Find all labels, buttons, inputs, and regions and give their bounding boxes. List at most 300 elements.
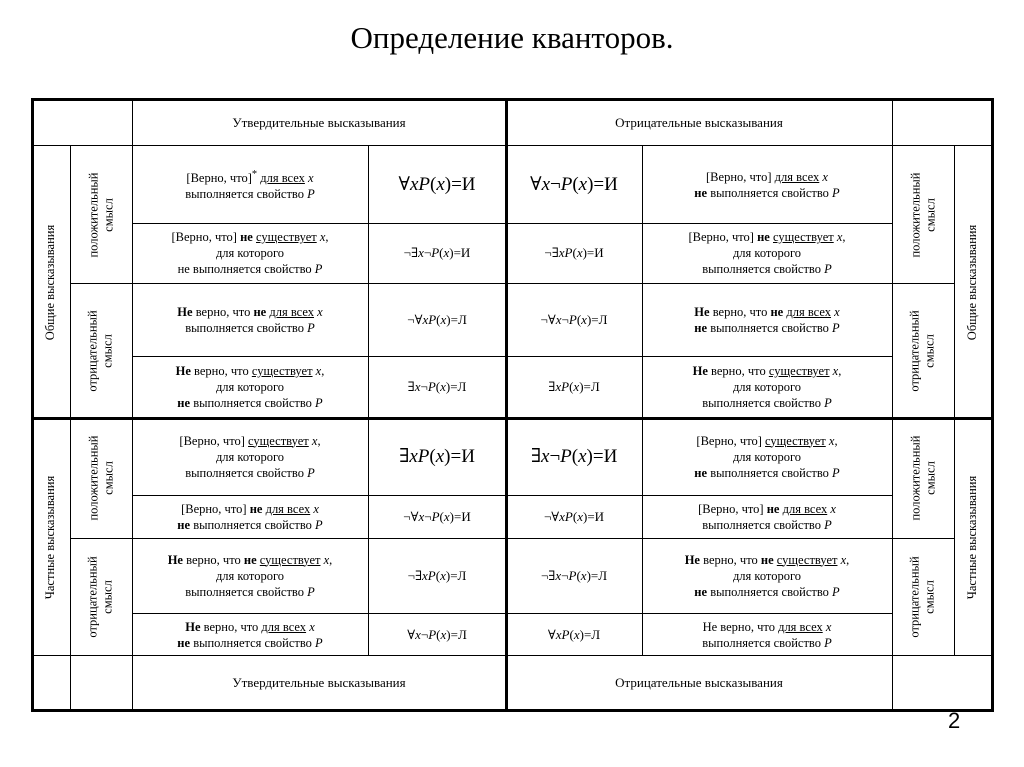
txt: x: [418, 245, 424, 260]
txt: x: [578, 173, 588, 195]
txt: существует: [251, 364, 313, 378]
txt: выполняется свойство: [190, 517, 316, 532]
border-top: [31, 98, 994, 101]
statement-right-0: [642, 146, 892, 223]
txt: P: [560, 173, 573, 195]
border-left: [31, 98, 34, 712]
header-affirmative-top: Утвердительные высказывания: [232, 115, 406, 130]
txt: ∀: [407, 626, 416, 642]
sense-negative-general-left: [70, 283, 132, 418]
txt: x: [440, 311, 447, 327]
txt: x: [418, 508, 425, 524]
txt: ∃: [399, 445, 410, 467]
sense-positive-particular-right: [892, 418, 954, 538]
formula-left-3: [368, 356, 506, 418]
vline-group-left: [70, 145, 71, 711]
txt: xP: [555, 626, 570, 642]
txt: P: [307, 187, 315, 202]
sense-line-1: положительный: [86, 171, 101, 258]
txt: существует: [776, 552, 838, 567]
txt: ¬: [407, 311, 415, 327]
label-general-left-text: Общие высказывания: [43, 224, 58, 340]
formula-right-2: [506, 283, 642, 356]
txt: ¬: [549, 445, 561, 467]
txt: P: [568, 567, 577, 583]
txt: x: [836, 230, 843, 244]
sense-label-text: [86, 556, 116, 637]
txt: (: [435, 567, 441, 583]
txt: Не: [167, 552, 183, 567]
sense-negative-general-right: [892, 283, 954, 418]
txt: для которого: [732, 568, 802, 583]
statement-right-7: [642, 613, 892, 656]
txt: (: [571, 445, 579, 467]
txt: верно, что: [182, 552, 244, 567]
txt: x: [443, 508, 450, 524]
txt: x: [577, 508, 583, 524]
txt: )=И: [449, 508, 471, 524]
hline-row-3: [132, 356, 893, 357]
txt: ∀: [551, 508, 560, 524]
txt: P: [314, 262, 323, 276]
formula-left-4: [368, 418, 506, 495]
txt: xP: [558, 245, 573, 260]
formula-left-2: [368, 283, 506, 356]
txt: выполняется свойство: [190, 635, 316, 650]
txt: выполняется свойство: [185, 465, 308, 480]
txt: x: [576, 245, 583, 260]
txt: P: [824, 396, 832, 410]
txt: x: [440, 567, 446, 583]
formula-left-5: [368, 495, 506, 538]
txt: P: [431, 508, 440, 524]
txt: P: [832, 320, 840, 335]
txt: (: [436, 311, 441, 327]
txt: не: [253, 304, 267, 319]
txt: ,: [838, 364, 842, 378]
statement-right-5: [642, 495, 892, 538]
txt: x: [832, 364, 839, 378]
sense-line-2: смысл: [923, 197, 938, 232]
hline-row-5: [132, 495, 893, 496]
statement-right-3: [642, 356, 892, 418]
txt: выполняется свойство: [702, 262, 825, 276]
txt: )=И: [449, 245, 471, 260]
formula-right-0: [506, 146, 642, 223]
txt: (: [572, 173, 579, 195]
txt: для всех: [786, 304, 832, 319]
txt: x: [443, 245, 450, 260]
sense-line-1: положительный: [908, 171, 923, 258]
txt: Не: [684, 552, 700, 567]
txt: выполняется свойство: [702, 396, 825, 410]
txt: верно, что: [190, 364, 252, 378]
txt: верно, что: [709, 304, 771, 319]
txt: ¬: [561, 311, 569, 327]
hline-row-1: [132, 223, 893, 224]
txt: [Верно, что]: [696, 433, 762, 448]
txt: x: [415, 626, 421, 642]
txt: P: [428, 626, 437, 642]
txt: ∃: [548, 567, 556, 583]
hline-sense-particular: [70, 538, 955, 539]
txt: ,: [329, 552, 333, 567]
txt: x: [822, 169, 828, 184]
txt: )=И: [582, 245, 604, 260]
statement-left-2: [132, 283, 368, 356]
txt: [Верно, что]: [181, 501, 247, 516]
txt: Не: [177, 304, 193, 319]
txt: ∀: [410, 508, 419, 524]
txt: P: [315, 396, 323, 410]
txt: не: [240, 230, 253, 244]
txt: ,: [846, 552, 850, 567]
vline-group-right: [954, 145, 955, 656]
txt: xP: [422, 311, 437, 327]
page-number: 2: [948, 708, 961, 733]
txt: (: [576, 311, 582, 327]
txt: (: [439, 508, 444, 524]
txt: не: [694, 584, 708, 599]
txt: ¬: [407, 567, 415, 583]
txt: существует: [768, 364, 830, 378]
txt: x: [440, 379, 446, 394]
txt: xP: [422, 567, 436, 583]
line-footer-top: [31, 655, 994, 656]
header-negative-top: Отрицательные высказывания: [615, 115, 783, 130]
txt: для которого: [732, 380, 802, 394]
hline-row-7: [132, 613, 893, 614]
txt: ¬: [423, 245, 432, 260]
txt: [Верно, что]: [706, 169, 772, 184]
txt: для которого: [215, 568, 285, 583]
sense-positive-particular-left: [70, 418, 132, 538]
divider-affirmative-negative: [505, 98, 508, 712]
txt: существует: [765, 433, 826, 448]
txt: существует: [248, 433, 309, 448]
txt: x: [580, 567, 587, 583]
sense-line-2: смысл: [101, 333, 115, 368]
txt: P: [824, 262, 832, 276]
sense-label-text: [86, 435, 116, 520]
txt: не: [760, 552, 774, 567]
txt: существует: [259, 552, 321, 567]
label-particular-right: [954, 418, 992, 656]
txt: для всех: [261, 619, 307, 634]
statement-left-3: [132, 356, 368, 418]
txt: для которого: [732, 449, 802, 464]
formula-right-6: [506, 538, 642, 613]
txt: ∀: [530, 173, 542, 195]
border-bottom: [31, 709, 994, 712]
statement-left-0: [132, 146, 368, 223]
txt: x: [315, 364, 322, 378]
txt: не: [766, 501, 780, 516]
txt: xP: [409, 173, 430, 195]
txt: P: [832, 185, 840, 200]
txt: x: [311, 433, 318, 448]
vline-text-formula-left: [368, 145, 369, 656]
txt: x: [581, 311, 587, 327]
sense-negative-particular-left: [70, 538, 132, 656]
txt: x: [313, 501, 319, 516]
txt: выполняется свойство: [190, 396, 316, 410]
txt: x: [840, 552, 847, 567]
txt: x: [834, 304, 840, 319]
sense-line-2: смысл: [101, 197, 116, 232]
statement-right-1: [642, 223, 892, 283]
txt: [Верно, что]: [179, 433, 245, 448]
txt: не: [177, 517, 191, 532]
txt: не: [694, 320, 708, 335]
formula-left-6: [368, 538, 506, 613]
txt: ∀: [398, 173, 410, 195]
txt: *: [251, 168, 258, 180]
txt: x: [414, 379, 421, 394]
txt: P: [560, 445, 572, 467]
txt: )=И: [444, 445, 475, 467]
txt: x: [435, 445, 445, 467]
txt: Не: [185, 619, 201, 634]
header-affirmative-bottom: Утвердительные высказывания: [232, 675, 406, 690]
vline-sense-right: [892, 98, 893, 711]
txt: выполняется свойство: [185, 320, 308, 335]
txt: ∃: [407, 379, 415, 394]
txt: не: [243, 552, 257, 567]
txt: x: [830, 501, 836, 516]
txt: для всех: [265, 501, 311, 516]
txt: ¬: [540, 311, 548, 327]
label-general-left: [32, 146, 70, 418]
txt: ¬: [561, 567, 569, 583]
txt: ¬: [420, 626, 429, 642]
txt: выполняется свойство: [707, 465, 833, 480]
txt: x: [323, 552, 330, 567]
txt: P: [315, 635, 323, 650]
hline-sense-general: [70, 283, 955, 284]
txt: )=Л: [586, 311, 608, 327]
statement-right-6: [642, 538, 892, 613]
txt: ¬: [543, 508, 552, 524]
sense-positive-general-right: [892, 146, 954, 283]
txt: x: [828, 433, 835, 448]
txt: верно, что: [200, 619, 262, 634]
txt: )=Л: [579, 626, 601, 642]
txt: x: [573, 379, 580, 394]
txt: выполняется свойство: [707, 320, 833, 335]
txt: верно, что: [699, 552, 761, 567]
txt: ,: [325, 230, 329, 244]
txt: P: [307, 320, 315, 335]
label-general-right: [954, 146, 992, 418]
txt: x: [309, 619, 315, 634]
txt: верно, что: [192, 304, 254, 319]
txt: не: [770, 304, 784, 319]
formula-right-1: [506, 223, 642, 283]
formula-right-3: [506, 356, 642, 418]
border-right: [991, 98, 994, 712]
formula-right-5: [506, 495, 642, 538]
txt: )=Л: [445, 379, 467, 394]
page-title: Определение кванторов.: [350, 20, 674, 55]
txt: выполняется свойство: [185, 187, 308, 202]
sense-label-text: [908, 310, 938, 391]
txt: ∃: [530, 445, 541, 467]
txt: xP: [409, 445, 430, 467]
txt: (: [576, 567, 581, 583]
txt: не: [177, 635, 191, 650]
txt: ,: [834, 433, 838, 448]
txt: существует: [256, 230, 317, 244]
txt: ∀: [414, 311, 423, 327]
txt: x: [573, 626, 580, 642]
txt: )=Л: [579, 379, 600, 394]
formula-left-0: [368, 146, 506, 223]
txt: ¬: [403, 245, 411, 260]
statement-right-4: [642, 418, 892, 495]
txt: x: [541, 445, 550, 467]
txt: )=И: [586, 445, 618, 467]
txt: x: [319, 230, 326, 244]
txt: (: [569, 626, 574, 642]
txt: для всех: [782, 501, 828, 516]
txt: выполняется свойство: [707, 185, 833, 200]
txt: P: [307, 465, 315, 480]
txt: P: [568, 311, 577, 327]
statement-left-4: [132, 418, 368, 495]
txt: ¬: [424, 508, 432, 524]
sense-line-1: отрицательный: [86, 309, 100, 392]
formula-left-7: [368, 613, 506, 656]
txt: для всех: [260, 171, 305, 186]
txt: (: [572, 245, 577, 260]
txt: x: [555, 567, 562, 583]
txt: x: [541, 173, 551, 195]
txt: xP: [555, 379, 570, 394]
vline-formula-text-right: [642, 145, 643, 656]
sense-label-text: [908, 172, 938, 257]
txt: P: [832, 465, 840, 480]
txt: P: [307, 584, 315, 599]
txt: P: [431, 245, 440, 260]
txt: (: [429, 173, 437, 195]
txt: ¬: [544, 245, 552, 260]
txt: ,: [842, 230, 846, 244]
txt: [Верно, что]: [698, 501, 764, 516]
sense-label-text: [908, 556, 938, 637]
txt: выполняется свойство: [707, 584, 833, 599]
statement-left-1: [132, 223, 368, 283]
txt: не: [249, 501, 263, 516]
sense-line-1: отрицательный: [908, 309, 922, 392]
txt: )=И: [444, 173, 476, 195]
sense-line-1: положительный: [86, 435, 101, 521]
txt: Не: [692, 364, 708, 378]
txt: ¬: [403, 508, 411, 524]
txt: ∀: [547, 311, 556, 327]
txt: P: [315, 517, 323, 532]
txt: (: [429, 445, 436, 467]
sense-line-2: смысл: [101, 580, 115, 614]
txt: существует: [773, 230, 834, 244]
txt: P: [427, 379, 436, 394]
txt: x: [825, 619, 832, 634]
txt: (: [572, 508, 578, 524]
txt: (: [439, 245, 444, 260]
txt: не: [757, 230, 770, 244]
txt: для которого: [215, 449, 285, 464]
txt: [Верно, что]: [186, 171, 252, 186]
txt: )=И: [582, 508, 605, 524]
txt: не: [694, 185, 708, 200]
sense-negative-particular-right: [892, 538, 954, 656]
txt: x: [555, 311, 562, 327]
txt: )=Л: [446, 311, 467, 327]
txt: не: [177, 396, 191, 410]
txt: x: [578, 445, 587, 467]
txt: для всех: [774, 169, 820, 184]
txt: x: [436, 173, 445, 195]
txt: ∀: [547, 626, 556, 642]
txt: выполняется свойство: [702, 635, 825, 650]
txt: P: [824, 635, 832, 650]
formula-right-4: [506, 418, 642, 495]
label-general-right-text: Общие высказывания: [965, 224, 980, 340]
txt: x: [440, 626, 447, 642]
statement-left-5: [132, 495, 368, 538]
txt: не выполняется свойство: [177, 262, 315, 276]
label-particular-right-text: Частные высказывания: [965, 475, 980, 599]
sense-line-1: положительный: [908, 435, 923, 521]
line-header-bottom: [31, 145, 994, 146]
txt: для которого: [732, 246, 802, 260]
statement-left-7: [132, 613, 368, 656]
statement-left-6: [132, 538, 368, 613]
txt: (: [435, 379, 441, 394]
txt: [Верно, что]: [171, 230, 237, 244]
sense-label-text: [908, 435, 938, 520]
txt: ,: [321, 364, 325, 378]
txt: для которого: [215, 246, 285, 260]
formula-left-1: [368, 223, 506, 283]
txt: для всех: [778, 619, 823, 634]
txt: P: [832, 584, 840, 599]
sense-label-text: [86, 310, 116, 391]
txt: ¬: [420, 379, 428, 394]
sense-line-2: смысл: [923, 333, 937, 368]
txt: ∃: [414, 567, 423, 583]
txt: ∃: [411, 245, 419, 260]
txt: не: [694, 465, 708, 480]
txt: x: [308, 171, 314, 186]
txt: выполняется свойство: [702, 517, 825, 532]
sense-line-2: смысл: [923, 580, 937, 614]
txt: выполняется свойство: [185, 584, 308, 599]
txt: )=Л: [446, 626, 467, 642]
sense-line-2: смысл: [101, 461, 116, 495]
txt: ¬: [550, 173, 561, 195]
txt: Не верно, что: [702, 619, 779, 634]
txt: Не: [694, 304, 710, 319]
statement-right-2: [642, 283, 892, 356]
txt: )=Л: [445, 567, 467, 583]
txt: Не: [175, 364, 191, 378]
formula-right-7: [506, 613, 642, 656]
txt: (: [569, 379, 574, 394]
txt: x: [317, 304, 323, 319]
divider-general-particular: [31, 417, 994, 420]
vline-sense-left: [132, 98, 133, 711]
